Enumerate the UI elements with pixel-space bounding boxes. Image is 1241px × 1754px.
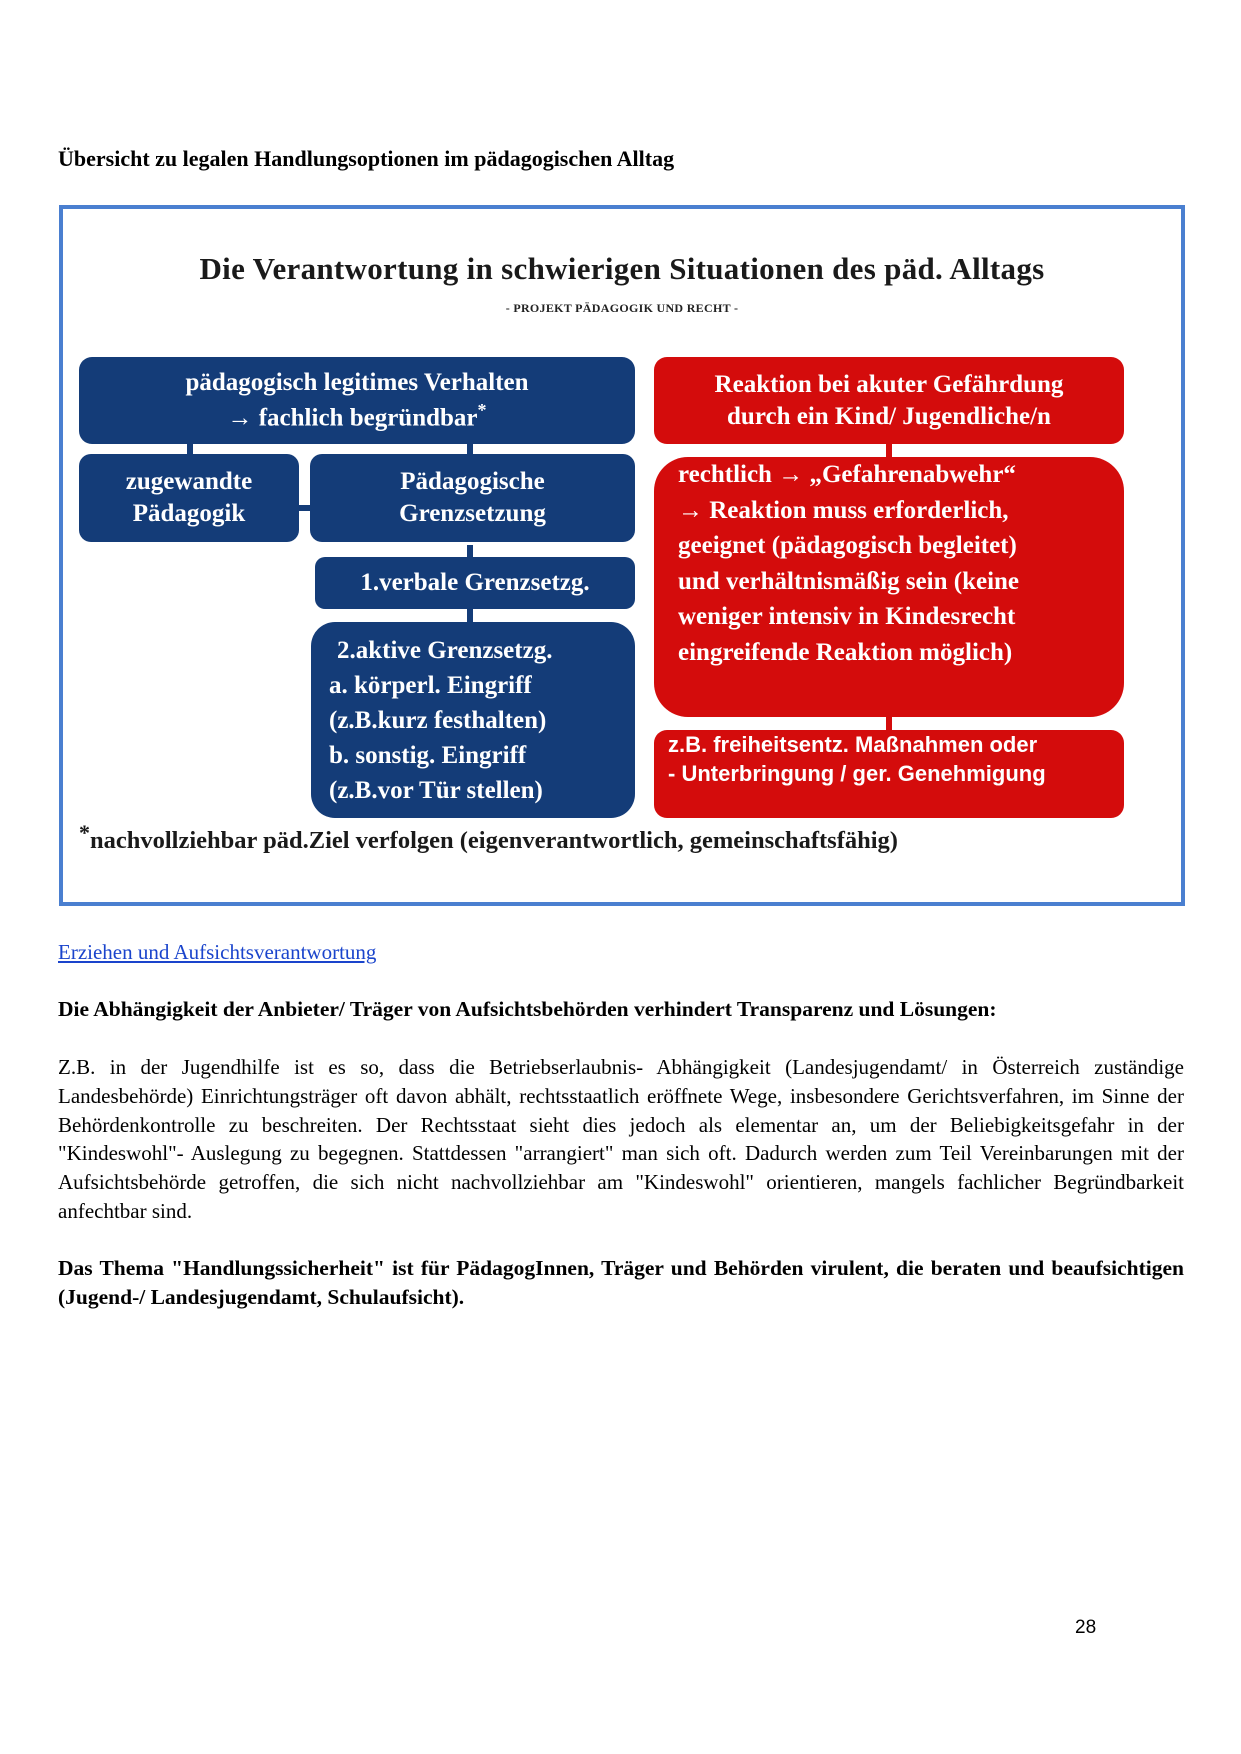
footnote-asterisk: * bbox=[79, 820, 90, 845]
danger-prevention-line1: rechtlich → „Gefahrenabwehr“ bbox=[678, 461, 1016, 488]
legitimate-behavior-box bbox=[79, 357, 635, 444]
danger-prevention-line3: geeignet (pädagogisch begleitet) bbox=[678, 532, 1017, 559]
closing-statement: Das Thema "Handlungssicherheit" ist für PädagogInnen, Träger und Behörden virulent, die beraten und beaufsichtigen (Jugend-/ Landesjugendamt, Schulaufsicht). bbox=[58, 1256, 1184, 1309]
diagram-footnote bbox=[79, 820, 898, 855]
grenzsetzung-box bbox=[310, 454, 635, 542]
danger-prevention-line2: → Reaktion muss erforderlich, bbox=[678, 496, 1009, 524]
verbal-limit-box bbox=[315, 557, 635, 609]
responsibility-diagram bbox=[59, 205, 1185, 906]
measures-box bbox=[654, 730, 1124, 818]
danger-prevention-line4: und verhältnismäßig sein (keine bbox=[678, 567, 1020, 595]
grenz-line1: Pädagogische bbox=[400, 468, 545, 495]
danger-prevention-box bbox=[654, 457, 1124, 717]
section-subheading: Die Abhängigkeit der Anbieter/ Träger von Aufsichtsbehörden verhindert Transparenz und Lösungen: bbox=[58, 997, 997, 1021]
acute-danger-line2: durch ein Kind/ Jugendliche/n bbox=[727, 402, 1051, 430]
zugewandte-line2: Pädagogik bbox=[132, 500, 246, 527]
measures-line1: z.B. freiheitsentz. Maßnahmen oder bbox=[668, 732, 1038, 757]
measures-line2: - Unterbringung / ger. Genehmigung bbox=[668, 761, 1046, 786]
footnote-text: nachvollziehbar päd.Ziel verfolgen (eigenverantwortlich, gemeinschaftsfähig) bbox=[90, 827, 898, 854]
zugewandte-paedagogik-box bbox=[79, 454, 299, 542]
danger-prevention-line6: eingreifende Reaktion möglich) bbox=[678, 638, 1013, 666]
page-heading: Übersicht zu legalen Handlungsoptionen im pädagogischen Alltag bbox=[58, 146, 675, 171]
legitimate-behavior-line1: pädagogisch legitimes Verhalten bbox=[185, 368, 529, 396]
active-limit-line2: a. körperl. Eingriff bbox=[329, 671, 532, 699]
active-limit-line1: 2.aktive Grenzsetzg. bbox=[337, 636, 553, 664]
verbal-limit-text: 1.verbale Grenzsetzg. bbox=[360, 569, 590, 596]
zugewandte-line1: zugewandte bbox=[125, 468, 253, 495]
diagram-title: Die Verantwortung in schwierigen Situationen des päd. Alltags bbox=[199, 251, 1045, 286]
legitimate-behavior-line2: → fachlich begründbar* bbox=[227, 399, 487, 432]
active-limit-line5: (z.B.vor Tür stellen) bbox=[329, 776, 543, 804]
grenz-line2: Grenzsetzung bbox=[399, 500, 546, 527]
danger-prevention-line5: weniger intensiv in Kindesrecht bbox=[678, 603, 1016, 630]
body-paragraph: Z.B. in der Jugendhilfe ist es so, dass die Betriebserlaubnis- Abhängigkeit (Landesjugendamt/ in Österreich zuständige Landesbehörde) Einrichtungsträger oft davon abhält, rechtsstaatlich eröffnete Wege, insbesondere Gerichtsverfahren, im Sinne der Behördenkontrolle zu beschreiten. Der Rechtsstaat sieht dies jedoch als elementar an, um der Beliebigkeitsgefahr in der "Kindeswohl"- Auslegung zu begegnen. Stattdessen "arrangiert" man sich oft. Dadurch werden zum Teil Vereinbarungen mit der Aufsichtsbehörde getroffen, die sich nicht nachvollziehbar am "Kindeswohl" orientieren, mangels fachlicher Begründbarkeit anfechtbar sind. bbox=[58, 1055, 1184, 1223]
active-limit-line3: (z.B.kurz festhalten) bbox=[329, 706, 547, 734]
active-limit-box bbox=[311, 622, 635, 818]
page-number: 28 bbox=[1075, 1617, 1097, 1638]
active-limit-line4: b. sonstig. Eingriff bbox=[329, 741, 527, 769]
diagram-subtitle: - PROJEKT PÄDAGOGIK UND RECHT - bbox=[505, 301, 739, 315]
acute-danger-line1: Reaktion bei akuter Gefährdung bbox=[714, 370, 1064, 398]
acute-danger-box bbox=[654, 357, 1124, 444]
erziehen-link[interactable]: Erziehen und Aufsichtsverantwortung bbox=[58, 940, 377, 964]
